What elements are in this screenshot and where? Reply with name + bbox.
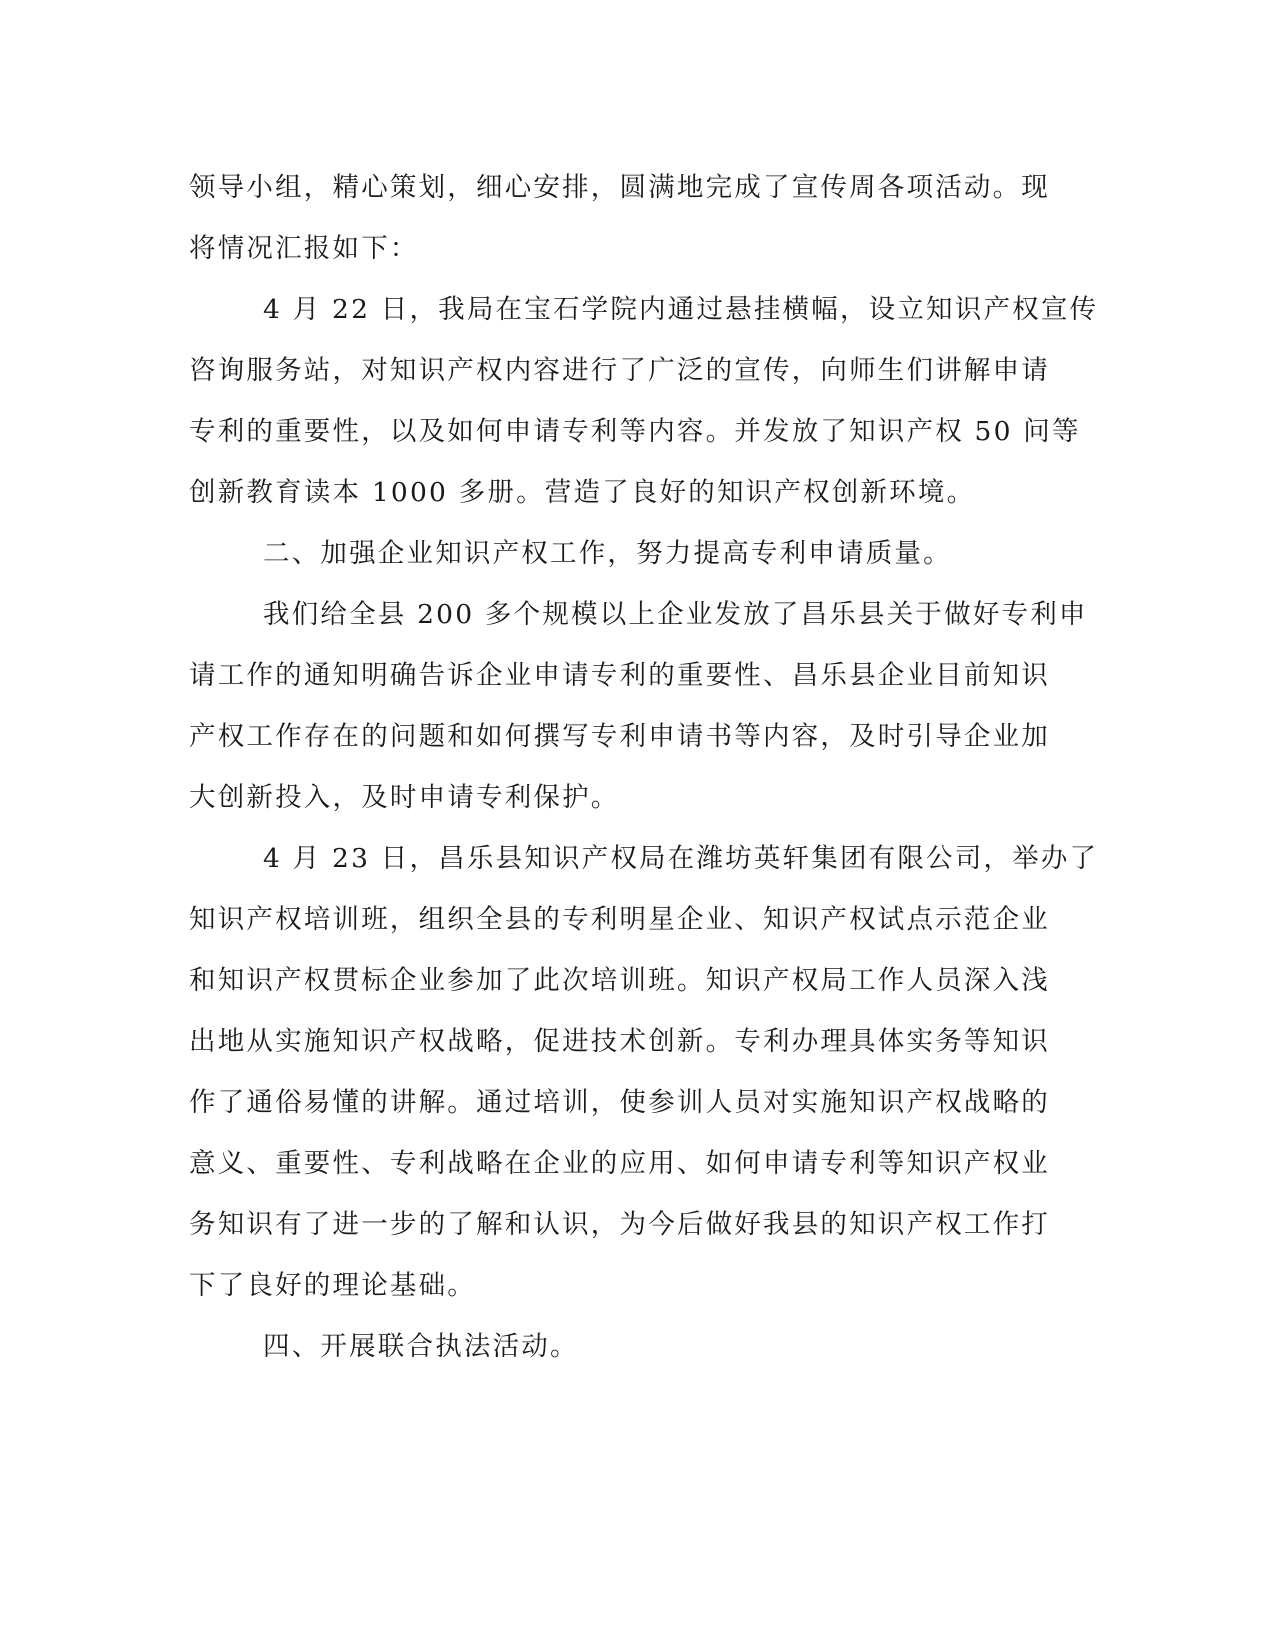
text-line: 领导小组，精心策划，细心安排，圆满地完成了宣传周各项活动。现 (189, 172, 1050, 203)
text-line: 和知识产权贯标企业参加了此次培训班。知识产权局工作人员深入浅 (189, 965, 1050, 996)
text-line: 创新教育读本 1000 多册。营造了良好的知识产权创新环境。 (189, 477, 976, 508)
text-line: 下了良好的理论基础。 (189, 1270, 476, 1301)
text-line: 出地从实施知识产权战略，促进技术创新。专利办理具体实务等知识 (189, 1026, 1050, 1057)
text-line: 大创新投入，及时申请专利保护。 (189, 782, 620, 813)
paragraph-start-line: 4 月 22 日，我局在宝石学院内通过悬挂横幅，设立知识产权宣传 (263, 294, 1099, 325)
section-heading-line: 四、开展联合执法活动。 (263, 1331, 579, 1362)
text-line: 知识产权培训班，组织全县的专利明星企业、知识产权试点示范企业 (189, 904, 1050, 935)
text-line: 作了通俗易懂的讲解。通过培训，使参训人员对实施知识产权战略的 (189, 1087, 1050, 1118)
text-line: 专利的重要性，以及如何申请专利等内容。并发放了知识产权 50 问等 (189, 416, 1081, 447)
text-line: 产权工作存在的问题和如何撰写专利申请书等内容，及时引导企业加 (189, 721, 1050, 752)
paragraph-start-line: 我们给全县 200 多个规模以上企业发放了昌乐县关于做好专利申 (263, 599, 1088, 630)
paragraph-start-line: 4 月 23 日，昌乐县知识产权局在潍坊英轩集团有限公司，举办了 (263, 843, 1099, 874)
text-line: 意义、重要性、专利战略在企业的应用、如何申请专利等知识产权业 (189, 1148, 1050, 1179)
text-line: 将情况汇报如下： (189, 233, 419, 264)
text-line: 咨询服务站，对知识产权内容进行了广泛的宣传，向师生们讲解申请 (189, 355, 1050, 386)
text-line: 请工作的通知明确告诉企业申请专利的重要性、昌乐县企业目前知识 (189, 660, 1050, 691)
text-line: 务知识有了进一步的了解和认识，为今后做好我县的知识产权工作打 (189, 1209, 1050, 1240)
document-body (189, 157, 1099, 1377)
section-heading-line: 二、加强企业知识产权工作，努力提高专利申请质量。 (263, 538, 952, 569)
